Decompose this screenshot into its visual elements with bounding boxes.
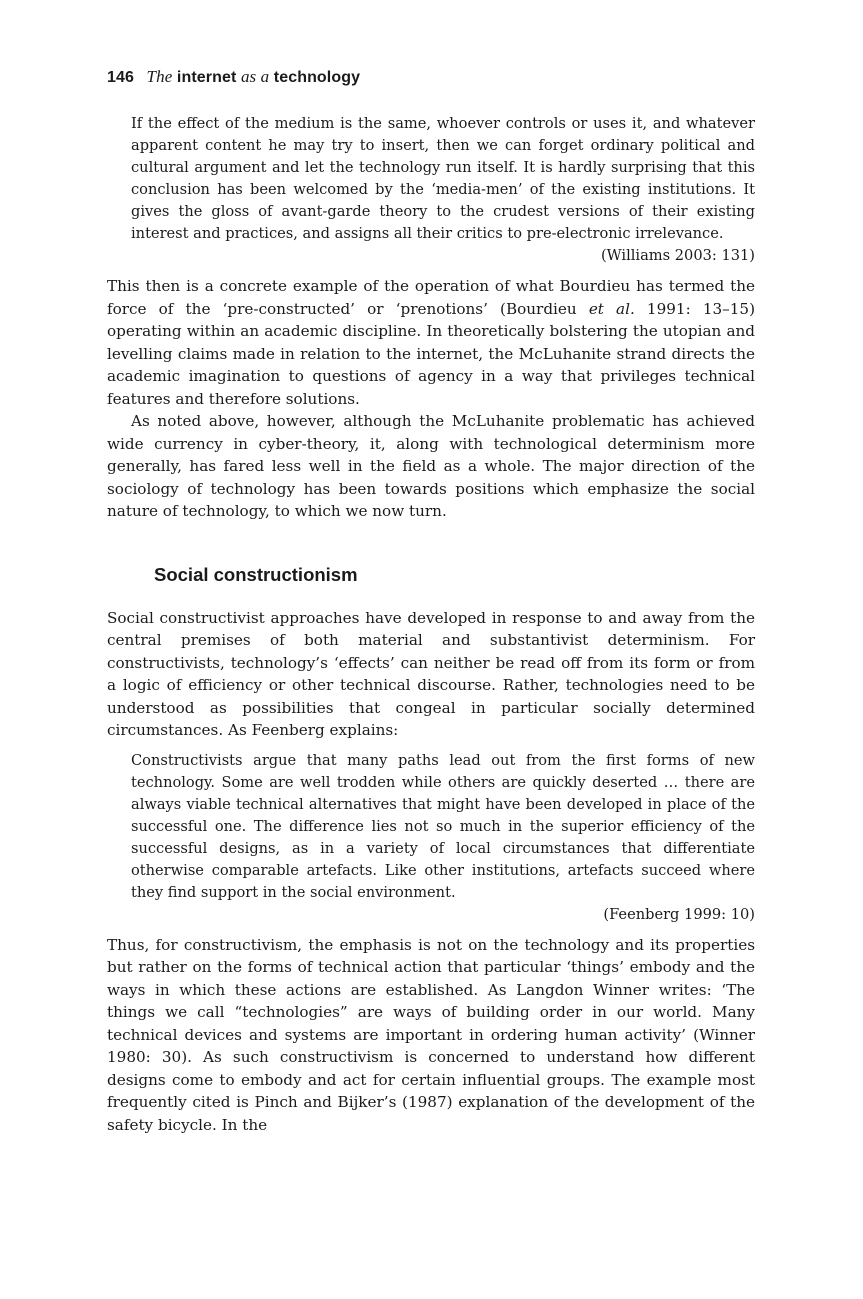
paragraph-text: This then is a concrete example of the operation of what Bourdieu has termed the force of the ‘pre-constructed’ or ‘prenotions’ (Bourdieu: [107, 277, 755, 318]
section-heading: Social constructionism: [154, 563, 358, 585]
running-head-technology: technology: [273, 69, 361, 86]
paragraph-bourdieu: [107, 275, 755, 410]
block-quote-feenberg: [131, 750, 755, 904]
running-head-the: The: [146, 67, 173, 86]
citation-feenberg: (Feenberg 1999: 10): [603, 905, 755, 923]
paragraph-mcluhanite: As noted above, however, although the McLuhanite problematic has achieved wide currency in cyber-theory, it, along with technological determinism more generally, has fared less well in the field as a whole. The major direction of the sociology of technology has been towards positions which emphasize the social nature of technology, to which we now turn.: [107, 412, 755, 520]
page: [107, 66, 755, 1136]
page-number: 146: [107, 69, 134, 86]
block-quote-text: Constructivists argue that many paths lead out from the first forms of new technology. Some are well trodden while others are quickly deserted … there are always viable technical alternatives that might have been developed in place of the successful one. The difference lies not so much in the superior efficiency of the successful designs, as in a variety of local circumstances that differentiate otherwise comparable artefacts. Like other institutions, artefacts succeed where they find support in the social environment.: [131, 751, 755, 901]
running-head-internet: internet: [176, 69, 237, 86]
running-head: [107, 66, 755, 89]
paragraph-constructivist: Social constructivist approaches have developed in response to and away from the central premises of both material and substantivist determinism. For constructivists, technology’s ‘effects’ can neither be read off from its form or from a logic of efficiency or other technical discourse. Rather, technologies need to be understood as possibilities that congeal in particular socially determined circumstances. As Feenberg explains:: [107, 608, 755, 739]
block-quote-williams: [131, 113, 755, 245]
paragraph-text: 1991: 13–15) operating within an academic discipline. In theoretically bolstering the utopian and levelling claims made in relation to the internet, the McLuhanite strand directs the academic imagination to questions of agency in a way that privileges technical features and therefore solutions.: [107, 299, 755, 408]
italic-et-al: et al.: [588, 299, 635, 318]
paragraph-thus: Thus, for constructivism, the emphasis is not on the technology and its properties but rather on the forms of technical action that particular ‘things’ embody and the ways in which these actions are established. As Langdon Winner writes: ‘The things we call “technologies” are ways of building order in our world. Many technical devices and systems are important in ordering human activity’ (Winner 1980: 30). As such constructivism is concerned to understand how different designs come to embody and act for certain influential groups. The example most frequently cited is Pinch and Bijker’s (1987) explanation of the development of the safety bicycle. In the: [107, 935, 755, 1134]
block-quote-text: If the effect of the medium is the same, whoever controls or uses it, and whatever apparent content he may try to insert, then we can forget ordinary political and cultural argument and let the technology run itself. It is hardly surprising that this conclusion has been welcomed by the ‘media-men’ of the existing institutions. It gives the gloss of avant-garde theory to the crudest versions of their existing interest and practices, and assigns all their critics to pre-electronic irrelevance.: [131, 115, 755, 242]
citation-williams: (Williams 2003: 131): [600, 247, 755, 264]
running-head-as-a: as a: [240, 67, 270, 86]
